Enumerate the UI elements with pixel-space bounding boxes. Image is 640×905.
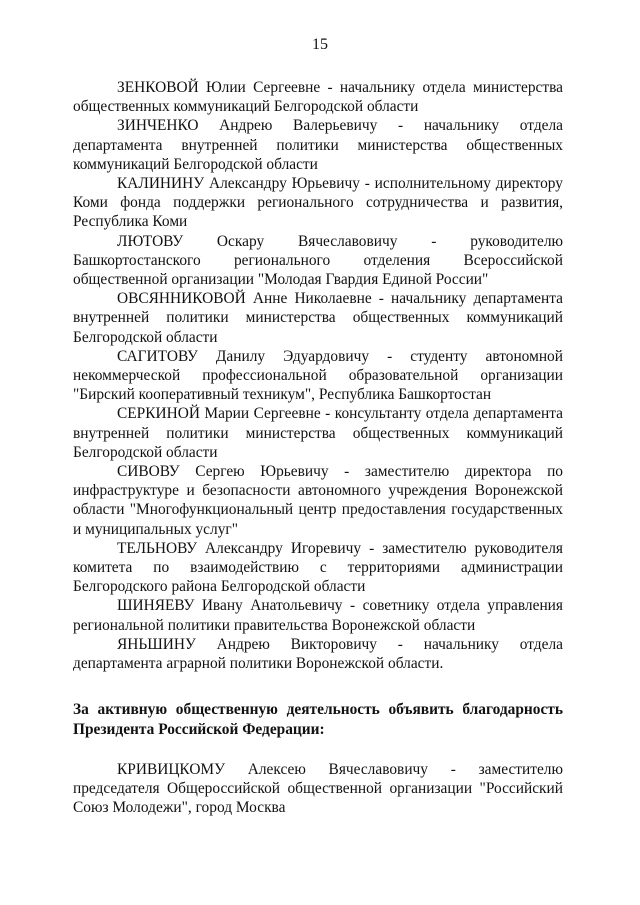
list-item: ЛЮТОВУ Оскару Вячеславовичу - руководителю Башкортостанского регионального отделения Всероссийской общественной организации "Молодая Гвардия Единой России" [73, 232, 563, 289]
list-item: ТЕЛЬНОВУ Александру Игоревичу - заместителю руководителя комитета по взаимодействию с территориями администрации Белгородского района Белгородской области [73, 539, 563, 596]
list-item: ШИНЯЕВУ Ивану Анатольевичу - советнику отдела управления региональной политики правительства Воронежской области [73, 597, 563, 634]
list-item: КРИВИЦКОМУ Алексею Вячеславовичу - заместителю председателя Общероссийской общественной организации "Российский Союз Молодежи", город Москва [73, 761, 563, 817]
list-item: КАЛИНИНУ Александру Юрьевичу - исполнительному директору Коми фонда поддержки регионального сотрудничества и развития, Республика Коми [73, 175, 563, 231]
page-number: 15 [312, 36, 328, 53]
list-item: ЗИНЧЕНКО Андрею Валерьевичу - начальнику отдела департамента внутренней политики министерства общественных коммуникаций Белгородской области [73, 117, 563, 173]
entries-list [73, 78, 563, 673]
list-item: САГИТОВУ Данилу Эдуардовичу - студенту автономной некоммерческой профессиональной образовательной организации "Бирский кооперативный техникум", Республика Башкортостан [73, 347, 563, 404]
list-item: ОВСЯННИКОВОЙ Анне Николаевне - начальнику департамента внутренней политики министерства общественных коммуникаций Белгородской области [73, 290, 563, 346]
award-entries-list [73, 760, 563, 818]
list-item: СЕРКИНОЙ Марии Сергеевне - консультанту отдела департамента внутренней политики министерства общественных коммуникаций Белгородской области [73, 405, 563, 461]
section-heading: За активную общественную деятельность объявить благодарность Президента Российской Федерации: [73, 701, 563, 738]
list-item: ЯНЬШИНУ Андрею Викторовичу - начальнику отдела департамента аграрной политики Воронежской области. [73, 635, 563, 673]
list-item: ЗЕНКОВОЙ Юлии Сергеевне - начальнику отдела министерства общественных коммуникаций Белгородской области [73, 79, 563, 116]
list-item: СИВОВУ Сергею Юрьевичу - заместителю директора по инфраструктуре и безопасности автономного учреждения Воронежской области "Многофункциональный центр предоставления государственных и муниципальных услуг" [73, 463, 563, 538]
